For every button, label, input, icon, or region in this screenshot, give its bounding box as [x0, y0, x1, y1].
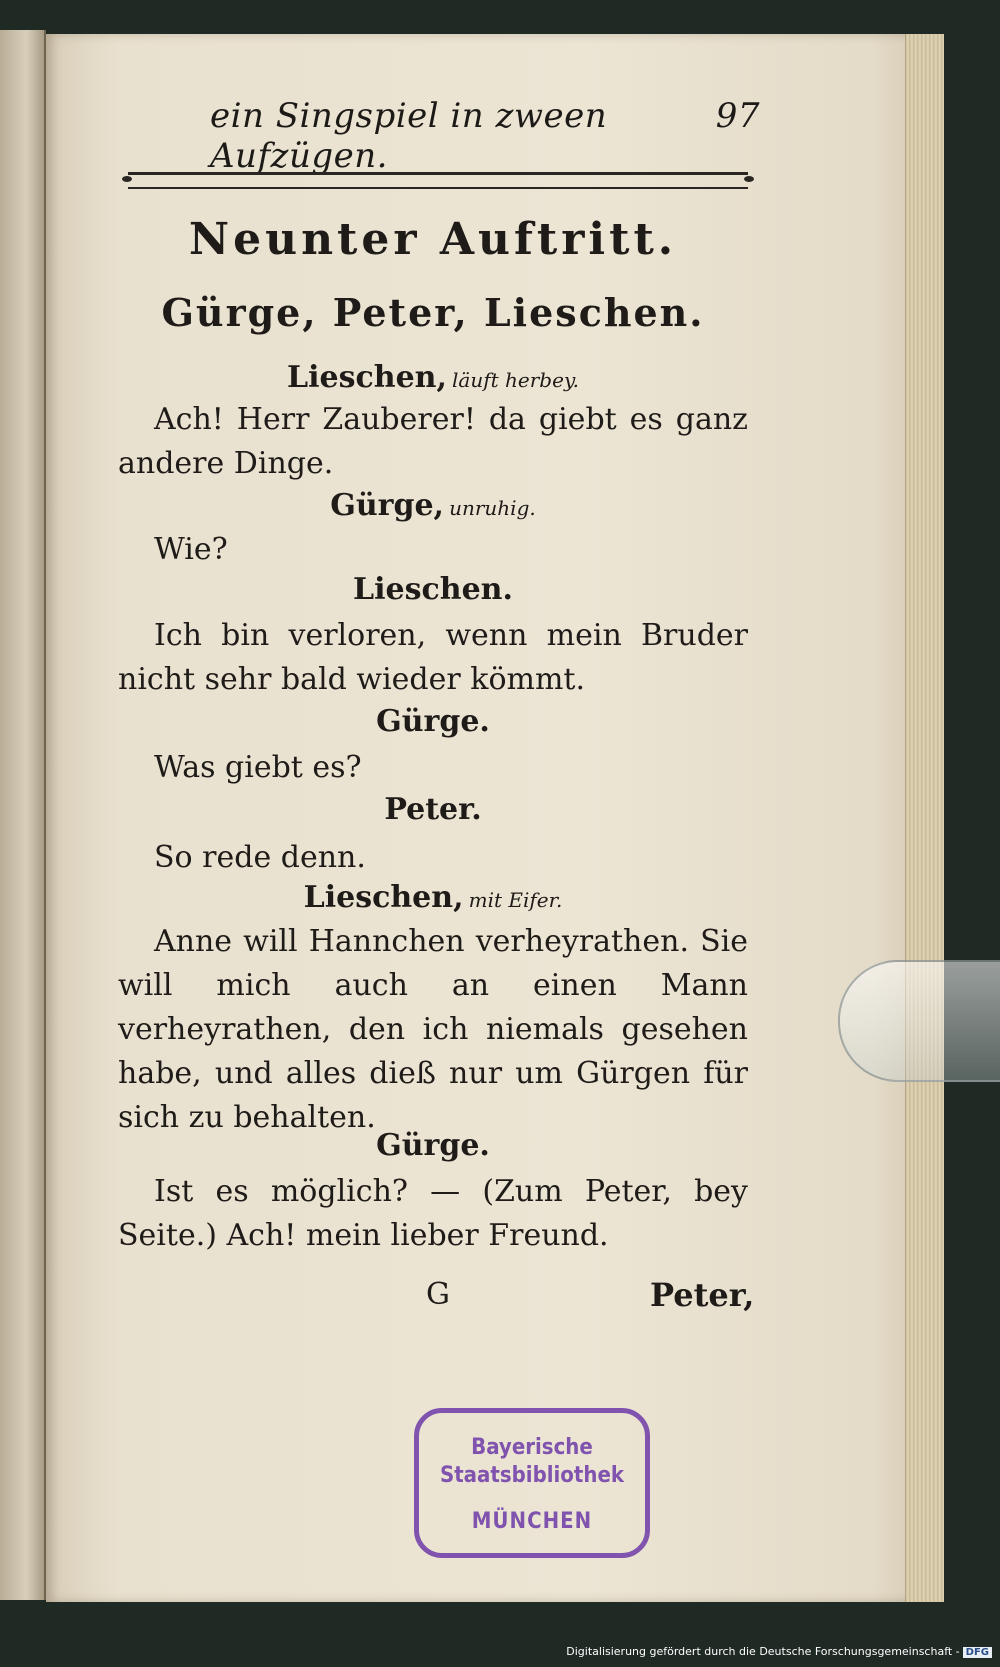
speech-text: Ach! Herr Zauberer! da giebt es ganz andere Dinge. — [118, 402, 748, 481]
stage-direction: mit Eifer. — [468, 888, 563, 912]
speech-text: Anne will Hannchen verheyrathen. Sie will mich auch an einen Mann verheyrathen, den ich niemals gesehen habe, und alles dieß nur um Gürgen für sich zu behalten. — [118, 924, 748, 1135]
speaker-name: Gürge, — [330, 488, 444, 523]
library-stamp — [414, 1408, 650, 1558]
scene-title: Neunter Auftritt. — [188, 214, 678, 265]
stamp-line: MÜNCHEN — [471, 1509, 593, 1534]
ornamental-rule — [128, 172, 748, 189]
stamp-line: Staatsbibliothek — [439, 1463, 625, 1488]
page-fore-edge — [905, 34, 944, 1602]
speaker-heading — [118, 704, 748, 739]
speaker-name: Lieschen, — [303, 880, 464, 915]
page-number: 97 — [715, 96, 760, 136]
speech-text: So rede denn. — [154, 840, 366, 875]
speaker-heading — [118, 792, 748, 827]
speaker-heading — [118, 1128, 748, 1163]
speaker-heading — [118, 360, 748, 395]
speaker-name: Gürge. — [376, 1128, 490, 1163]
speaker-name: Lieschen. — [353, 572, 513, 607]
stage-direction: unruhig. — [449, 496, 536, 520]
speaker-name: Peter. — [384, 792, 482, 827]
credit-text: Digitalisierung gefördert durch die Deutsche Forschungsgemeinschaft - — [566, 1645, 960, 1658]
stage-direction: läuft herbey. — [452, 368, 579, 392]
signature-mark: G — [426, 1277, 450, 1312]
speech-text: Was giebt es? — [154, 750, 362, 785]
dfg-logo: DFG — [963, 1647, 992, 1658]
speaker-heading — [118, 488, 748, 523]
speech-text: Ich bin verloren, wenn mein Bruder nicht sehr bald wieder kömmt. — [118, 618, 748, 697]
running-head — [150, 96, 760, 176]
speaker-heading — [118, 572, 748, 607]
speaker-heading — [118, 880, 748, 915]
scene-characters: Gürge, Peter, Lieschen. — [161, 290, 705, 335]
speaker-name: Gürge. — [376, 704, 490, 739]
speaker-name: Lieschen, — [287, 360, 447, 395]
page-clip — [838, 960, 1000, 1082]
speech-text: Ist es möglich? — (Zum Peter, bey Seite.) Ach! mein lieber Freund. — [118, 1174, 748, 1253]
digitization-credit — [566, 1645, 992, 1658]
left-page-edge — [0, 30, 46, 1600]
stamp-line: Bayerische — [471, 1435, 593, 1460]
running-title: ein Singspiel in zween Aufzügen. — [210, 96, 608, 176]
speech-text: Wie? — [154, 532, 228, 567]
catchword: Peter, — [650, 1276, 755, 1314]
